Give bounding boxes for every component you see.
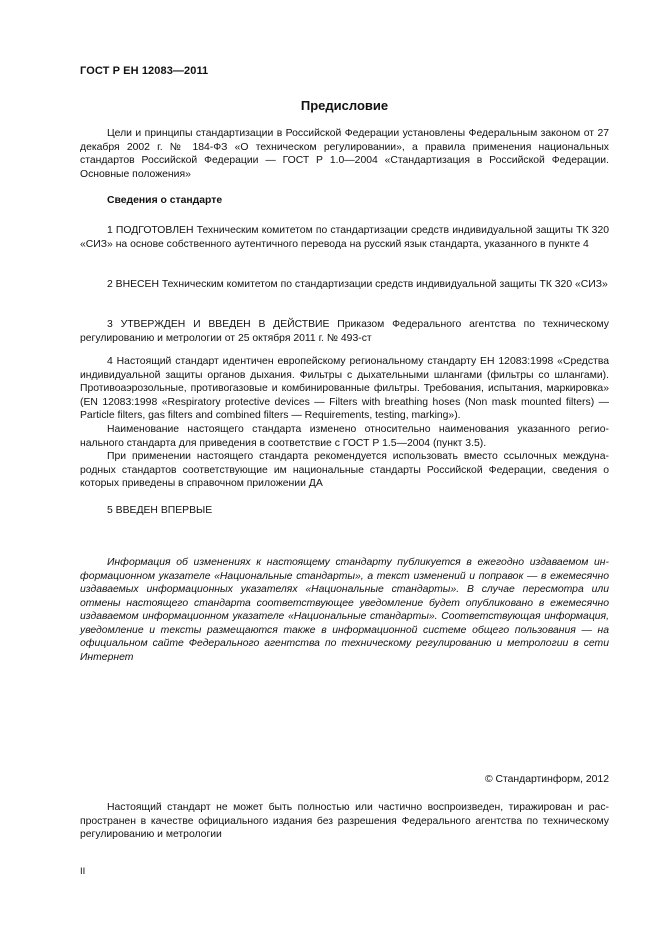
item-5: 5 ВВЕДЕН ВПЕРВЫЕ [107, 505, 213, 516]
item-4: 4 Настоящий стандарт идентичен европейскому региональному стандарту ЕН 12083:1998 «Средства индивидуальной защиты органов дыхания. Фильтры с дыхательными шлангами (фильтры со шлангами). Противоаэрозольные, противогазовые и комбинированные фильтры. Требования, испытания, маркировка» (EN 12083:1998 «Respiratory protective devices — Filters with breathing hoses (Non mask mounted filters) — Particle filters, gas filters and combined filters — Requirements, testing, marking»). [80, 356, 609, 421]
item-2: 2 ВНЕСЕН Техническим комитетом по стандартизации средств индивидуальной защиты ТК 320 «СИЗ» [107, 279, 608, 290]
changes-notice: Информация об изменениях к настоящему стандарту публикуется в ежегодно издаваемом информационном указателе «Национальные стандарты», а текст изменений и поправок — в ежемесячно издаваемых информационных указателях «Национальные стандарты». В случае пересмотра или отмены настоящего стандарта соответствующее уведомление будет опубликовано в ежемесячно издаваемом информационном указателе «Национальные стандарты». Соответствующая информация, уведомление и тексты размещаются также в информационной системе общего пользования — на официальном сайте Федерального агентства по техническому регулированию и метрологии в сети Интернет [80, 557, 609, 663]
section-heading: Сведения о стандарте [107, 195, 223, 206]
item-3: 3 УТВЕРЖДЕН И ВВЕДЕН В ДЕЙСТВИЕ Приказом Федерального агентства по техническому регулированию и метрологии от 25 октября 2011 г. № 493-ст [80, 319, 609, 344]
item-4-reference-note: При применении настоящего стандарта рекомендуется использовать вместо ссылочных международных стандартов соответствующие им национальные стандарты Российской Федерации, сведения о которых приведены в справочном приложении ДА [80, 451, 609, 489]
reproduction-rights: Настоящий стандарт не может быть полностью или частично воспроизведен, тиражирован и распространен в качестве официального издания без разрешения Федерального агентства по техническому регулированию и метрологии [80, 802, 609, 840]
intro-paragraph: Цели и принципы стандартизации в Российской Федерации установлены Федеральным законом от 27 декабря 2002 г. № 184-ФЗ «О техническом регулировании», а правила применения национальных стандартов Российской Федерации — ГОСТ Р 1.0—2004 «Стандартизация в Российской Федерации. Основные положения» [80, 128, 609, 180]
item-1: 1 ПОДГОТОВЛЕН Техническим комитетом по стандартизации средств индивидуальной защиты ТК 320 «СИЗ» на основе собственного аутентичного перевода на русский язык стандарта, указанного в пункте 4 [80, 225, 609, 250]
copyright-line: © Стандартинформ, 2012 [484, 774, 609, 785]
page-number: II [80, 866, 86, 877]
standard-code-header: ГОСТ Р ЕН 12083—2011 [80, 65, 209, 77]
item-4-name-note: Наименование настоящего стандарта изменено относительно наименования указанного регионального стандарта для приведения в соответствие с ГОСТ Р 1.5—2004 (пункт 3.5). [80, 424, 609, 449]
page-title: Предисловие [300, 98, 389, 113]
